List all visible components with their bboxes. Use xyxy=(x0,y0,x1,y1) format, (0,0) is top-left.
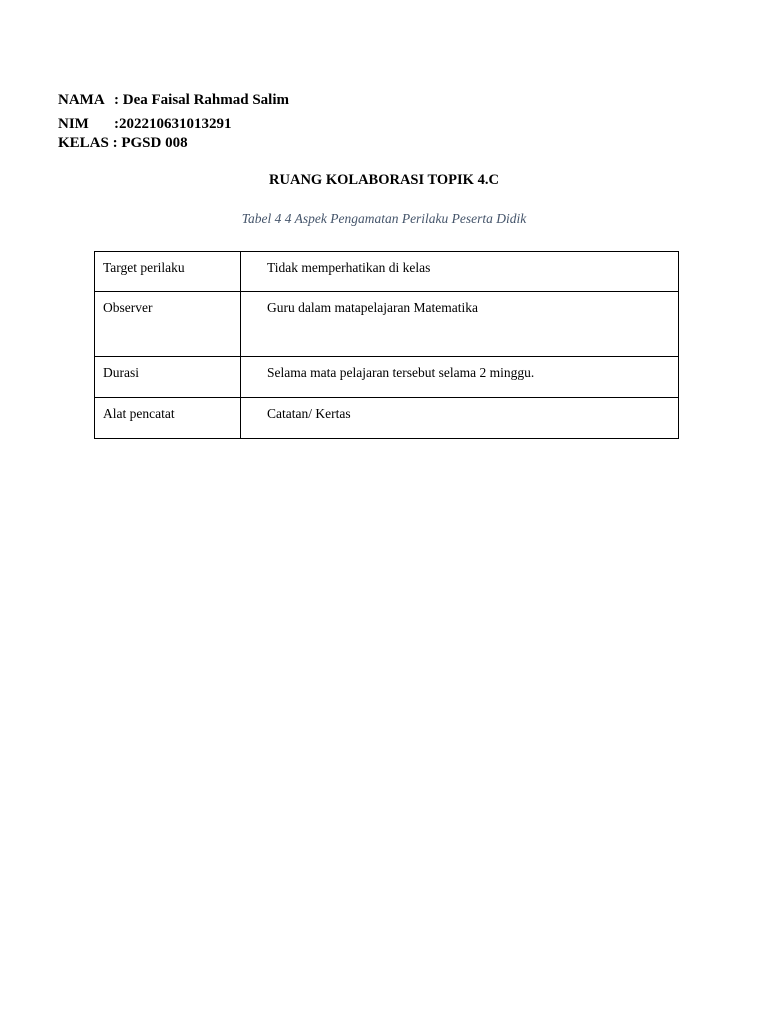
nim-label: NIM xyxy=(58,116,89,132)
document-title: RUANG KOLABORASI TOPIK 4.C xyxy=(269,172,499,188)
row-label: Target perilaku xyxy=(95,252,241,292)
row-value: Guru dalam matapelajaran Matematika xyxy=(241,292,679,357)
row-label: Alat pencatat xyxy=(95,398,241,439)
table-row xyxy=(95,357,679,398)
observation-table xyxy=(94,251,679,439)
class-line: KELAS : PGSD 008 xyxy=(58,135,188,151)
table-row xyxy=(95,292,679,357)
name-label: NAMA xyxy=(58,92,105,108)
student-name-line xyxy=(58,91,289,109)
row-value: Catatan/ Kertas xyxy=(241,398,679,439)
nim-value: :202210631013291 xyxy=(114,116,232,132)
row-label: Durasi xyxy=(95,357,241,398)
name-value: : Dea Faisal Rahmad Salim xyxy=(114,92,290,108)
row-value: Tidak memperhatikan di kelas xyxy=(241,252,679,292)
row-label: Observer xyxy=(95,292,241,357)
table-caption: Tabel 4 4 Aspek Pengamatan Perilaku Peserta Didik xyxy=(241,211,527,226)
student-id-line xyxy=(58,115,232,133)
row-value: Selama mata pelajaran tersebut selama 2 minggu. xyxy=(241,357,679,398)
table-row xyxy=(95,252,679,292)
table-row xyxy=(95,398,679,439)
